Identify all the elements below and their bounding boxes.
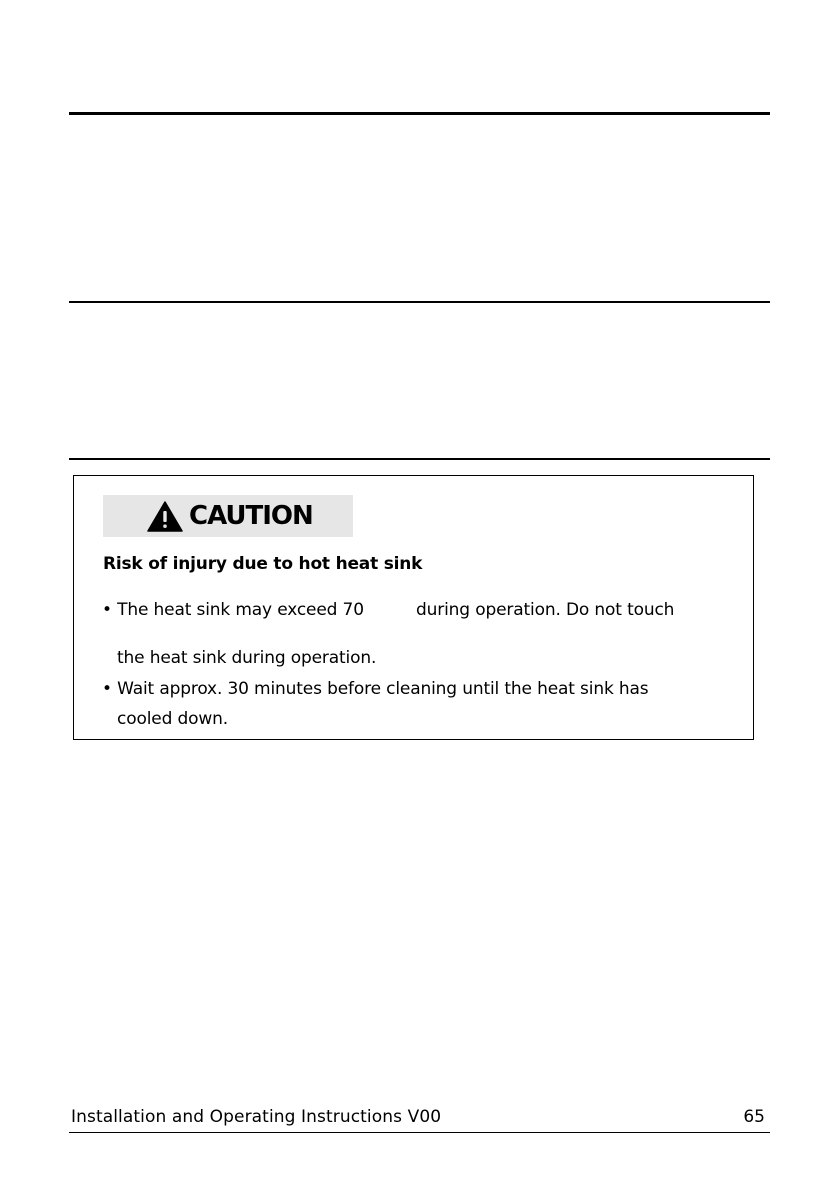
- middle-divider: [69, 301, 770, 303]
- caution-box: [73, 475, 754, 740]
- footer-document-title: Installation and Operating Instructions V00: [71, 1107, 442, 1127]
- bullet-2-continuation: cooled down.: [117, 709, 228, 729]
- lower-divider: [69, 458, 770, 460]
- bullet-1-text-end: during operation. Do not touch: [416, 600, 675, 620]
- caution-label: CAUTION: [189, 501, 313, 531]
- warning-triangle-icon: [147, 501, 183, 532]
- bullet-2-text: • Wait approx. 30 minutes before cleaning until the heat sink has: [102, 679, 649, 699]
- bullet-1-continuation: the heat sink during operation.: [117, 648, 377, 668]
- footer-divider: [69, 1132, 770, 1133]
- footer-page-number: 65: [743, 1107, 765, 1127]
- caution-banner: [103, 495, 353, 537]
- caution-heading: Risk of injury due to hot heat sink: [103, 554, 423, 574]
- top-divider: [69, 112, 770, 115]
- bullet-1-text-start: • The heat sink may exceed 70: [102, 600, 364, 620]
